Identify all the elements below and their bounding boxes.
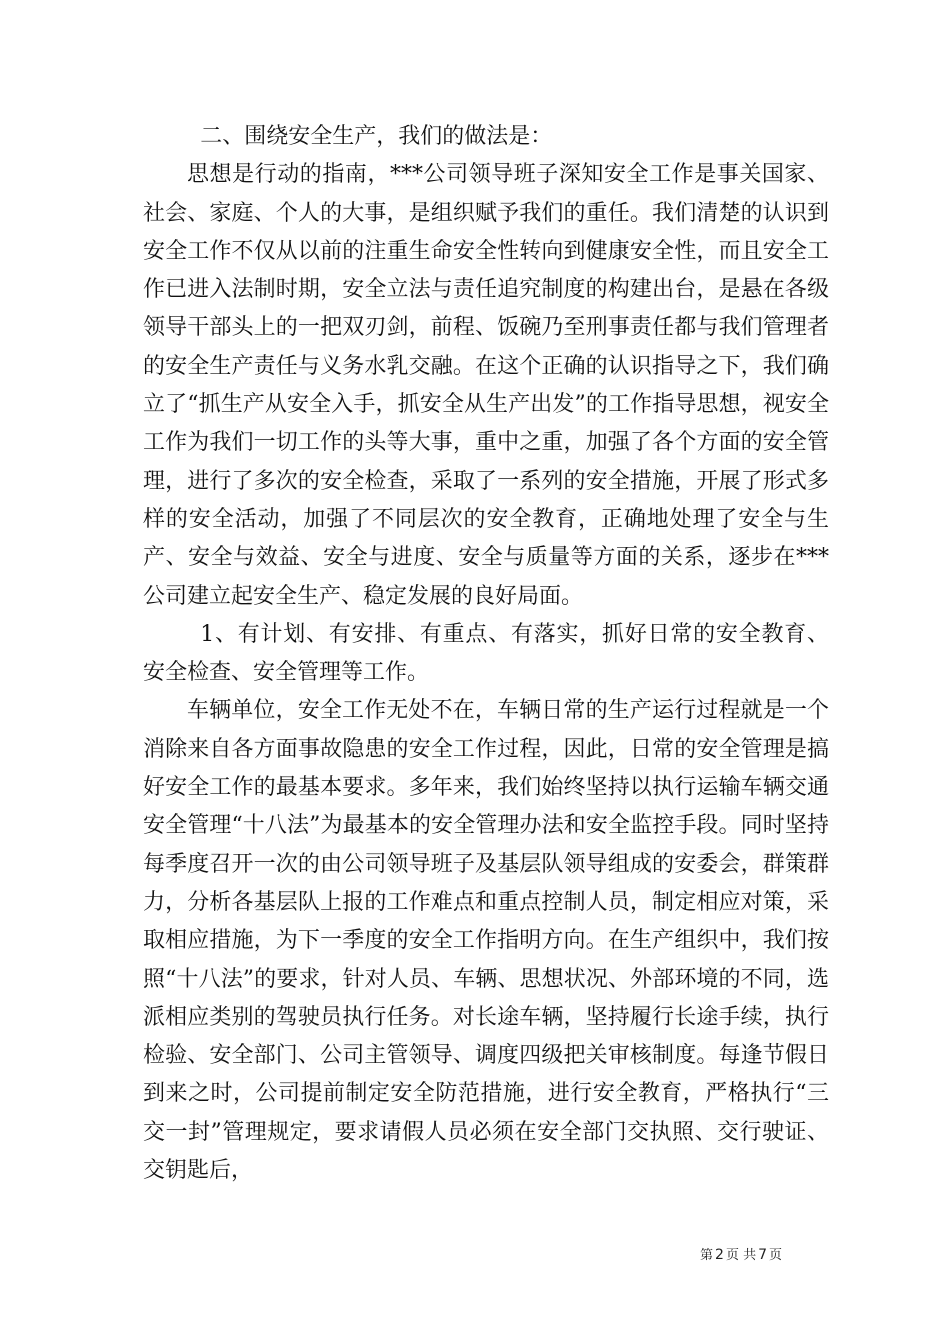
paragraph-vehicle-safety: 车辆单位，安全工作无处不在，车辆日常的生产运行过程就是一个消除来自各方面事故隐患的安全工作过程，因此，日常的安全管理是搞好安全工作的最基本要求。多年来，我们始终坚持以执行运输车辆交通安全管理“十八法”为最基本的安全管理办法和安全监控手段。同时坚持每季度召开一次的由公司领导班子及基层队领导组成的安委会，群策群力，分析各基层队上报的工作难点和重点控制人员，制定相应对策，采取相应措施，为下一季度的安全工作指明方向。在生产组织中，我们按照“十八法”的要求，针对人员、车辆、思想状况、外部环境的不同，选派相应类别的驾驶员执行任务。对长途车辆，坚持履行长途手续，执行检验、安全部门、公司主管领导、调度四级把关审核制度。每逢节假日到来之时，公司提前制定安全防范措施，进行安全教育，严格执行“三交一封”管理规定，要求请假人员必须在安全部门交执照、交行驶证、交钥匙后， xyxy=(143,698,829,1184)
section-heading: 二、围绕安全生产，我们的做法是： xyxy=(200,124,553,149)
footer-suffix: 页 xyxy=(769,1248,783,1263)
paragraph-guiding-thought: 思想是行动的指南，***公司领导班子深知安全工作是事关国家、社会、家庭、个人的大事，是组织赋予我们的重任。我们清楚的认识到安全工作不仅从以前的注重生命安全性转向到健康安全性，而且安全工作已进入法制时期，安全立法与责任追究制度的构建出台，是悬在各级领导干部头上的一把双刃剑，前程、饭碗乃至刑事责任都与我们管理者的安全生产责任与义务水乳交融。在这个正确的认识指导之下，我们确立了“抓生产从安全入手，抓安全从生产出发”的工作指导思想，视安全工作为我们一切工作的头等大事，重中之重，加强了各个方面的安全管理，进行了多次的安全检查，采取了一系列的安全措施，开展了形式多样的安全活动，加强了不同层次的安全教育，正确地处理了安全与生产、安全与效益、安全与进度、安全与质量等方面的关系，逐步在***公司建立起安全生产、稳定发展的良好局面。 xyxy=(143,162,829,609)
document-body xyxy=(143,118,829,1190)
current-page-number: 2 xyxy=(715,1247,724,1263)
list-item-1: 1、有计划、有安排、有重点、有落实，抓好日常的安全教育、安全检查、安全管理等工作。 xyxy=(143,621,829,686)
total-pages-number: 7 xyxy=(758,1247,767,1263)
footer-prefix: 第 xyxy=(700,1248,714,1263)
footer-middle: 页 共 xyxy=(725,1248,757,1263)
page-footer xyxy=(700,1247,820,1264)
